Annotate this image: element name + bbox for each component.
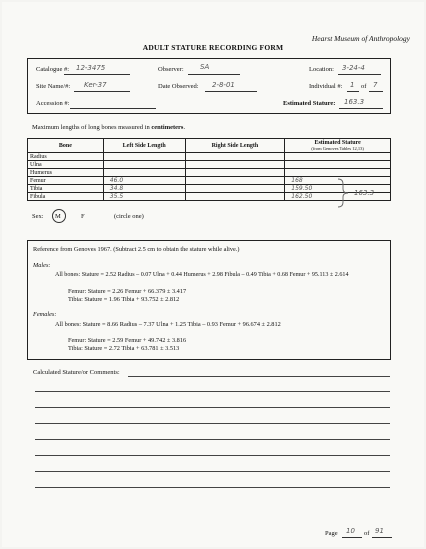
comment-line[interactable]: [35, 455, 390, 456]
date-label: Date Observed:: [158, 83, 199, 90]
observer-value: SA: [200, 63, 210, 71]
form-title: ADULT STATURE RECORDING FORM: [142, 43, 284, 52]
estimated-stature-cell[interactable]: [285, 161, 391, 169]
reference-intro: Reference from Genoves 1967. (Subtract 2.5 cm to obtain the stature while alive.): [33, 246, 240, 253]
location-value: 3-24-4: [342, 64, 365, 72]
left-length-cell[interactable]: [103, 153, 185, 161]
page-total: 91: [375, 527, 384, 535]
individual-of: of: [361, 83, 367, 90]
males-all-formula: All bones: Stature = 2.52 Radius – 0.07 Ulna + 0.44 Humerus + 2.98 Fibula – 0.49 Tibia + 0.68 Femur + 95.113 ± 2.614: [55, 272, 349, 278]
measure-note: [32, 124, 185, 131]
page-of-label: of: [364, 530, 370, 537]
bracket-total: 163.3: [354, 189, 375, 197]
comment-line[interactable]: [35, 407, 390, 408]
sex-female[interactable]: F: [81, 213, 85, 220]
measure-note-prefix: Maximum lengths of long bones measured in: [32, 124, 152, 131]
table-row: [28, 153, 391, 161]
individual-total: 7: [373, 81, 378, 89]
museum-name: Hearst Museum of Anthropology: [311, 34, 410, 43]
estimated-stature-cell[interactable]: [285, 153, 391, 161]
page-value: 10: [346, 527, 355, 535]
estimated-stature-cell[interactable]: 159.50: [285, 185, 391, 193]
observer-field[interactable]: [188, 66, 240, 75]
comments-label: Calculated Stature/or Comments:: [33, 369, 120, 376]
bone-name: Humerus: [28, 169, 104, 177]
table-row: [28, 169, 391, 177]
bone-name: Radius: [28, 153, 104, 161]
individual-value: 1: [350, 81, 355, 89]
sex-label: Sex:: [32, 213, 44, 220]
estimated-value: 163.3: [344, 98, 365, 106]
estimated-stature-cell[interactable]: 162.50: [285, 193, 391, 201]
header-estimated-sub: (from Genoves Tables 12,13): [311, 145, 364, 151]
females-femur-formula: Femur: Stature = 2.59 Femur + 49.742 ± 3.816: [68, 337, 187, 344]
header-bone: Bone: [28, 139, 104, 153]
comment-line[interactable]: [35, 487, 390, 488]
right-length-cell[interactable]: [185, 193, 285, 201]
bone-name: Fibula: [28, 193, 104, 201]
table-row: [28, 161, 391, 169]
comment-line[interactable]: [35, 423, 390, 424]
site-label: Site Name/#:: [36, 83, 71, 90]
males-label: Males:: [33, 262, 51, 269]
catalogue-label: Catalogue #:: [36, 66, 70, 73]
header-left: Left Side Length: [103, 139, 185, 153]
page-label: Page: [325, 530, 338, 537]
site-value: Ker-37: [84, 81, 107, 89]
comment-line[interactable]: [35, 471, 390, 472]
individual-label: Individual #:: [309, 83, 343, 90]
females-all-formula: All bones: Stature = 8.66 Radius – 7.37 Ulna + 1.25 Tibia – 0.93 Femur + 96.674 ± 2.812: [55, 321, 281, 328]
females-tibia-formula: Tibia: Stature = 2.72 Tibia + 63.781 ± 3.513: [68, 345, 180, 352]
bone-name: Tibia: [28, 185, 104, 193]
left-length-cell[interactable]: 46.0: [103, 177, 185, 185]
estimated-stature-cell[interactable]: 168: [285, 177, 391, 185]
left-length-cell[interactable]: [103, 169, 185, 177]
location-label: Location:: [309, 66, 334, 73]
header-estimated: [285, 139, 391, 153]
right-length-cell[interactable]: [185, 161, 285, 169]
header-estimated-label: Estimated Stature: [314, 139, 361, 146]
right-length-cell[interactable]: [185, 177, 285, 185]
right-length-cell[interactable]: [185, 169, 285, 177]
measure-note-suffix: .: [183, 124, 186, 131]
sex-male: M: [55, 213, 61, 220]
accession-field[interactable]: [70, 100, 156, 109]
accession-label: Accession #:: [36, 100, 70, 107]
date-value: 2-8-01: [212, 81, 235, 89]
comment-line[interactable]: [35, 391, 390, 392]
measure-note-unit: centimeters: [151, 124, 184, 131]
comment-line[interactable]: [128, 376, 390, 377]
catalogue-value: 12-3475: [76, 64, 106, 72]
estimated-stature-cell[interactable]: [285, 169, 391, 177]
sex-note: (circle one): [114, 213, 144, 220]
comment-line[interactable]: [35, 439, 390, 440]
curly-bracket-icon: [336, 178, 350, 208]
table-header-row: [28, 139, 391, 153]
left-length-cell[interactable]: 34.8: [103, 185, 185, 193]
bone-name: Femur: [28, 177, 104, 185]
bone-name: Ulna: [28, 161, 104, 169]
right-length-cell[interactable]: [185, 153, 285, 161]
left-length-cell[interactable]: 35.5: [103, 193, 185, 201]
right-length-cell[interactable]: [185, 185, 285, 193]
left-length-cell[interactable]: [103, 161, 185, 169]
males-femur-formula: Femur: Stature = 2.26 Femur + 66.379 ± 3.417: [68, 288, 187, 295]
males-tibia-formula: Tibia: Stature = 1.96 Tibia + 93.752 ± 2.812: [68, 296, 180, 303]
females-label: Females:: [33, 311, 57, 318]
header-right: Right Side Length: [185, 139, 285, 153]
observer-label: Observer:: [158, 66, 184, 73]
estimated-label: Estimated Stature:: [283, 100, 336, 107]
